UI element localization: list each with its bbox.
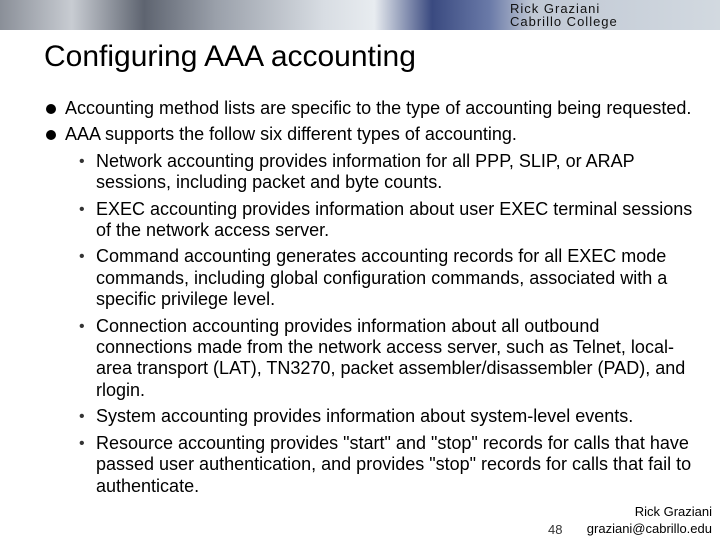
sub-bullet-text: Command accounting generates accounting records for all EXEC mode commands, including global configuration commands, associated with a specific privilege level. bbox=[96, 246, 668, 310]
footer-email: graziani@cabrillo.edu bbox=[586, 521, 712, 536]
footer-name: Rick Graziani bbox=[634, 504, 712, 519]
bullet bbox=[0, 124, 720, 145]
page-number: 48 bbox=[548, 522, 563, 537]
sub-bullet-icon: • bbox=[79, 200, 85, 218]
bullet-icon bbox=[46, 130, 56, 140]
bullet-text: AAA supports the follow six different types of accounting. bbox=[65, 124, 517, 145]
bullet bbox=[0, 98, 720, 119]
sub-bullet bbox=[0, 199, 720, 242]
banner-author: Rick Graziani bbox=[510, 1, 601, 16]
footer bbox=[587, 503, 712, 537]
sub-bullet-text: System accounting provides information about system-level events. bbox=[96, 406, 634, 427]
banner-college: Cabrillo College bbox=[510, 14, 618, 29]
sub-bullet bbox=[0, 246, 720, 310]
bullet-text: Accounting method lists are specific to the type of accounting being requested. bbox=[65, 98, 692, 118]
sub-bullet-icon: • bbox=[79, 317, 85, 335]
sub-bullet-text: Connection accounting provides information about all outbound connections made from the network access server, such as Telnet, local-area transport (LAT), TN3270, packet assembler/disassembler (PAD), and rlogin. bbox=[96, 315, 686, 400]
sub-bullet bbox=[0, 406, 720, 427]
sub-bullet-icon: • bbox=[79, 408, 85, 426]
bullet-icon bbox=[46, 104, 56, 114]
sub-bullet-icon: • bbox=[79, 434, 85, 452]
header-banner bbox=[0, 0, 720, 30]
sub-bullet-icon: • bbox=[79, 248, 85, 266]
sub-bullet bbox=[0, 151, 720, 194]
sub-bullet-text: Network accounting provides information for all PPP, SLIP, or ARAP sessions, including packet and byte counts. bbox=[96, 150, 635, 193]
sub-bullet bbox=[0, 433, 720, 497]
slide-content bbox=[0, 98, 720, 502]
sub-bullet bbox=[0, 316, 720, 402]
sub-bullet-icon: • bbox=[79, 152, 85, 170]
banner-text bbox=[510, 2, 618, 28]
sub-bullet-text: Resource accounting provides "start" and "stop" records for calls that have passed user authentication, and provides "stop" records for calls that fail to authenticate. bbox=[96, 432, 692, 496]
sub-bullet-text: EXEC accounting provides information about user EXEC terminal sessions of the network access server. bbox=[96, 198, 693, 241]
slide-title: Configuring AAA accounting bbox=[44, 40, 416, 73]
